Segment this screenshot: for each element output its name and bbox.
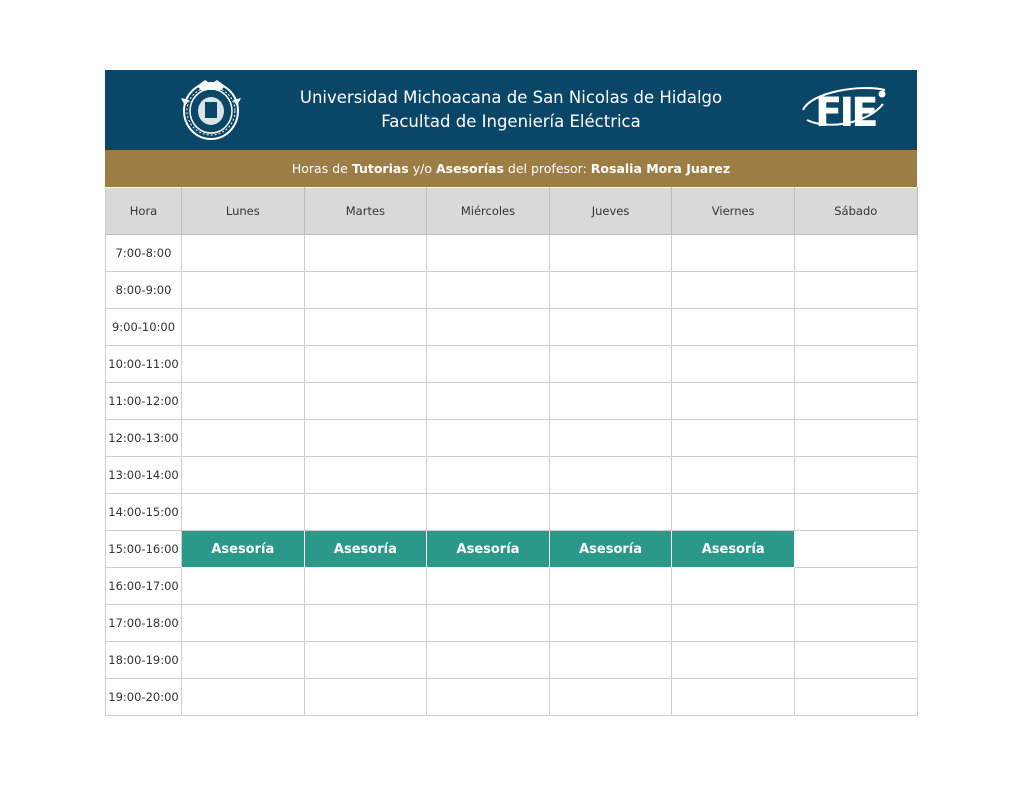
schedule-cell bbox=[427, 568, 550, 605]
schedule-cell bbox=[182, 494, 305, 531]
schedule-cell bbox=[182, 346, 305, 383]
table-row bbox=[106, 272, 918, 309]
schedule-cell bbox=[672, 235, 795, 272]
schedule-cell bbox=[182, 605, 305, 642]
schedule-cell bbox=[304, 642, 427, 679]
table-row bbox=[106, 383, 918, 420]
column-header-hora: Hora bbox=[106, 188, 182, 235]
schedule-cell bbox=[549, 383, 672, 420]
table-row bbox=[106, 457, 918, 494]
schedule-cell bbox=[794, 457, 917, 494]
schedule-cell bbox=[182, 568, 305, 605]
schedule-cell bbox=[304, 679, 427, 716]
asesoria-cell: Asesoría bbox=[672, 531, 795, 568]
schedule-cell bbox=[672, 309, 795, 346]
schedule-cell bbox=[304, 605, 427, 642]
schedule-cell bbox=[427, 494, 550, 531]
schedule-cell bbox=[427, 457, 550, 494]
schedule-cell bbox=[549, 494, 672, 531]
column-header-sabado: Sábado bbox=[794, 188, 917, 235]
schedule-cell bbox=[304, 457, 427, 494]
schedule-cell bbox=[304, 346, 427, 383]
table-row bbox=[106, 605, 918, 642]
schedule-body bbox=[106, 235, 918, 716]
schedule-cell bbox=[182, 272, 305, 309]
subtitle-bar bbox=[105, 150, 917, 187]
header-banner bbox=[105, 70, 917, 150]
time-slot-label: 13:00-14:00 bbox=[106, 457, 182, 494]
table-row bbox=[106, 235, 918, 272]
schedule-cell bbox=[549, 235, 672, 272]
professor-name: Rosalia Mora Juarez bbox=[590, 161, 731, 176]
table-row bbox=[106, 531, 918, 568]
fie-logo-text: FIE bbox=[815, 90, 876, 136]
column-header-martes: Martes bbox=[304, 188, 427, 235]
table-row bbox=[106, 420, 918, 457]
schedule-cell bbox=[672, 679, 795, 716]
schedule-cell bbox=[182, 420, 305, 457]
subtitle-asesorias: Asesorías bbox=[435, 161, 504, 176]
subtitle-tutorias: Tutorias bbox=[351, 161, 409, 176]
time-slot-label: 17:00-18:00 bbox=[106, 605, 182, 642]
schedule-cell bbox=[794, 531, 917, 568]
schedule-cell bbox=[672, 568, 795, 605]
schedule-cell bbox=[304, 420, 427, 457]
schedule-cell bbox=[182, 457, 305, 494]
university-name: Universidad Michoacana de San Nicolas de Hidalgo bbox=[299, 88, 723, 107]
schedule-cell bbox=[672, 346, 795, 383]
schedule-cell bbox=[427, 679, 550, 716]
schedule-cell bbox=[549, 272, 672, 309]
table-row bbox=[106, 679, 918, 716]
time-slot-label: 12:00-13:00 bbox=[106, 420, 182, 457]
table-row bbox=[106, 346, 918, 383]
schedule-cell bbox=[549, 642, 672, 679]
schedule-cell bbox=[549, 346, 672, 383]
time-slot-label: 18:00-19:00 bbox=[106, 642, 182, 679]
time-slot-label: 11:00-12:00 bbox=[106, 383, 182, 420]
schedule-cell bbox=[794, 346, 917, 383]
schedule-cell bbox=[182, 642, 305, 679]
schedule-cell bbox=[794, 309, 917, 346]
schedule-cell bbox=[304, 235, 427, 272]
schedule-cell bbox=[427, 383, 550, 420]
schedule-cell bbox=[794, 642, 917, 679]
schedule-cell bbox=[427, 420, 550, 457]
schedule-cell bbox=[427, 346, 550, 383]
time-slot-label: 19:00-20:00 bbox=[106, 679, 182, 716]
schedule-cell bbox=[794, 235, 917, 272]
schedule-cell bbox=[672, 272, 795, 309]
schedule-table bbox=[105, 187, 918, 716]
schedule-sheet bbox=[105, 70, 917, 716]
schedule-cell bbox=[427, 309, 550, 346]
column-header-miercoles: Miércoles bbox=[427, 188, 550, 235]
schedule-cell bbox=[672, 420, 795, 457]
schedule-cell bbox=[549, 605, 672, 642]
schedule-cell bbox=[182, 383, 305, 420]
schedule-cell bbox=[672, 494, 795, 531]
schedule-cell bbox=[182, 235, 305, 272]
table-header-row bbox=[106, 188, 918, 235]
table-row bbox=[106, 568, 918, 605]
schedule-cell bbox=[304, 568, 427, 605]
schedule-cell bbox=[427, 642, 550, 679]
time-slot-label: 7:00-8:00 bbox=[106, 235, 182, 272]
header-titles bbox=[105, 86, 917, 134]
time-slot-label: 9:00-10:00 bbox=[106, 309, 182, 346]
time-slot-label: 16:00-17:00 bbox=[106, 568, 182, 605]
column-header-viernes: Viernes bbox=[672, 188, 795, 235]
schedule-cell bbox=[794, 605, 917, 642]
subtitle-mid: del profesor: bbox=[503, 161, 591, 176]
asesoria-cell: Asesoría bbox=[182, 531, 305, 568]
schedule-cell bbox=[672, 605, 795, 642]
schedule-cell bbox=[672, 457, 795, 494]
time-slot-label: 14:00-15:00 bbox=[106, 494, 182, 531]
schedule-cell bbox=[182, 679, 305, 716]
table-row bbox=[106, 309, 918, 346]
schedule-cell bbox=[304, 383, 427, 420]
time-slot-label: 8:00-9:00 bbox=[106, 272, 182, 309]
schedule-cell bbox=[794, 494, 917, 531]
schedule-cell bbox=[427, 605, 550, 642]
schedule-cell bbox=[794, 420, 917, 457]
schedule-cell bbox=[672, 383, 795, 420]
schedule-cell bbox=[304, 494, 427, 531]
time-slot-label: 15:00-16:00 bbox=[106, 531, 182, 568]
asesoria-cell: Asesoría bbox=[304, 531, 427, 568]
schedule-cell bbox=[794, 679, 917, 716]
column-header-lunes: Lunes bbox=[182, 188, 305, 235]
schedule-cell bbox=[427, 272, 550, 309]
fie-logo-icon bbox=[801, 80, 889, 136]
schedule-cell bbox=[549, 457, 672, 494]
schedule-cell bbox=[304, 309, 427, 346]
time-slot-label: 10:00-11:00 bbox=[106, 346, 182, 383]
asesoria-cell: Asesoría bbox=[549, 531, 672, 568]
schedule-cell bbox=[794, 272, 917, 309]
schedule-cell bbox=[182, 309, 305, 346]
schedule-cell bbox=[549, 568, 672, 605]
table-row bbox=[106, 642, 918, 679]
schedule-cell bbox=[549, 309, 672, 346]
column-header-jueves: Jueves bbox=[549, 188, 672, 235]
schedule-cell bbox=[794, 383, 917, 420]
schedule-cell bbox=[427, 235, 550, 272]
schedule-cell bbox=[672, 642, 795, 679]
schedule-cell bbox=[304, 272, 427, 309]
faculty-name: Facultad de Ingeniería Eléctrica bbox=[381, 112, 641, 131]
subtitle-yo: y/o bbox=[408, 161, 436, 176]
schedule-cell bbox=[794, 568, 917, 605]
schedule-cell bbox=[549, 420, 672, 457]
schedule-cell bbox=[549, 679, 672, 716]
subtitle-prefix: Horas de bbox=[291, 161, 352, 176]
table-row bbox=[106, 494, 918, 531]
asesoria-cell: Asesoría bbox=[427, 531, 550, 568]
